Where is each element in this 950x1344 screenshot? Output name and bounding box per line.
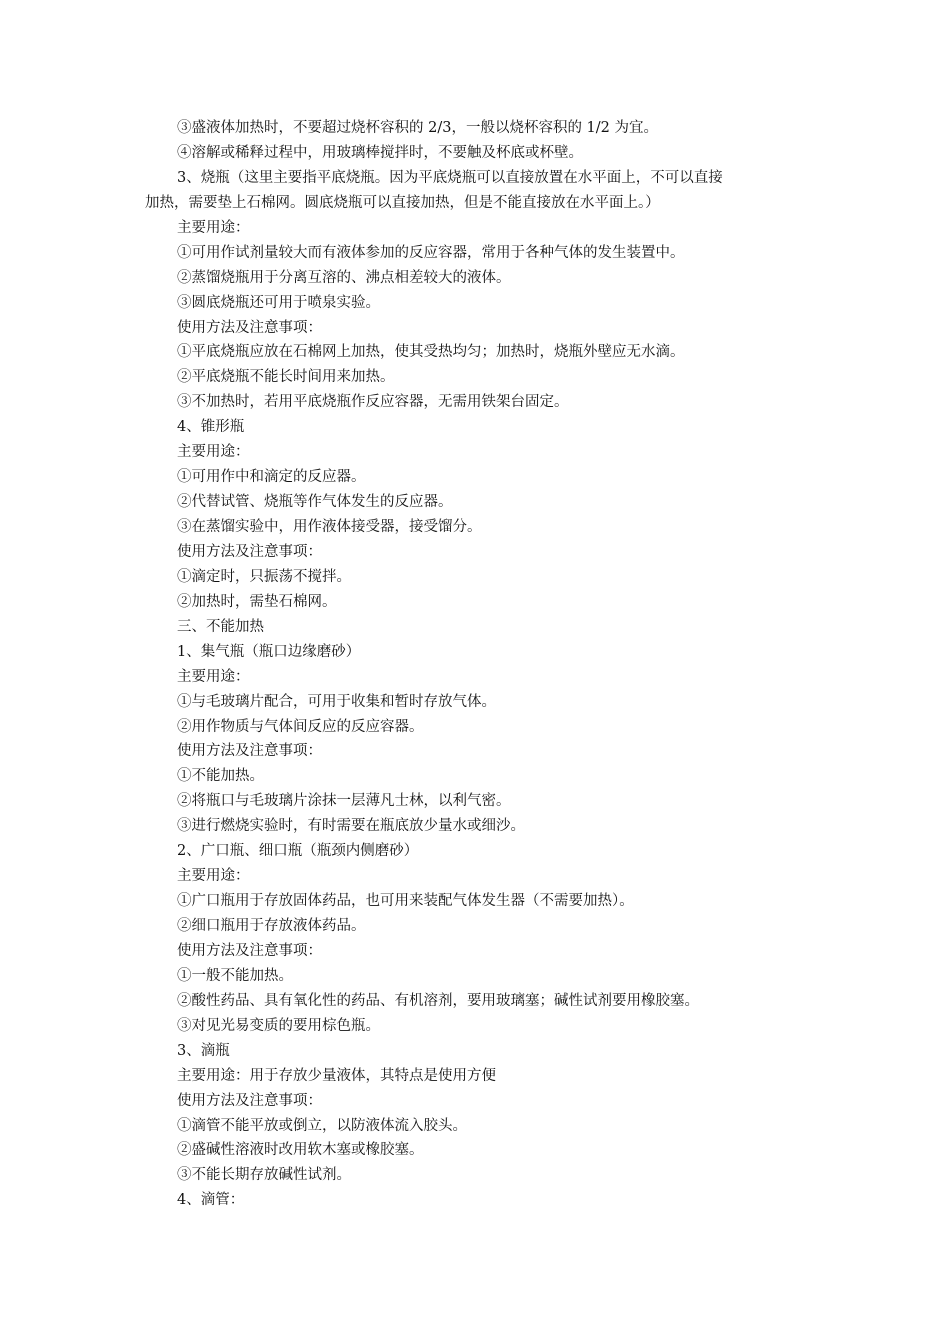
text-line: 1、集气瓶（瓶口边缘磨砂） [177,643,361,660]
text-line: 使用方法及注意事项： [177,543,322,560]
text-line: ③不能长期存放碱性试剂。 [177,1167,351,1184]
text-line: ①平底烧瓶应放在石棉网上加热，使其受热均匀；加热时，烧瓶外壁应无水滴。 [177,344,685,361]
text-line: 3、烧瓶（这里主要指平底烧瓶。因为平底烧瓶可以直接放置在水平面上，不可以直接 [177,169,723,186]
text-line: ②盛碱性溶液时改用软木塞或橡胶塞。 [177,1142,424,1159]
text-line: 主要用途： [177,868,250,885]
text-line: 主要用途： [177,668,250,685]
text-line: ①广口瓶用于存放固体药品，也可用来装配气体发生器（不需要加热）。 [177,893,634,910]
text-line: 4、滴管： [177,1192,245,1209]
text-line: ②平底烧瓶不能长时间用来加热。 [177,369,395,386]
text-line: 3、滴瓶 [177,1042,230,1059]
text-line: ②细口瓶用于存放液体药品。 [177,918,366,934]
text-line: ①一般不能加热。 [177,967,293,984]
text-line: ②蒸馏烧瓶用于分离互溶的、沸点相差较大的液体。 [177,269,511,286]
text-line: ①滴定时，只振荡不搅拌。 [177,568,351,585]
text-line: ①与毛玻璃片配合，可用于收集和暂时存放气体。 [177,693,496,710]
text-line: ②用作物质与气体间反应的反应容器。 [177,718,424,735]
text-line: ④溶解或稀释过程中，用玻璃棒搅拌时，不要触及杯底或杯壁。 [177,144,583,161]
text-line: 使用方法及注意事项： [177,1092,322,1109]
text-line: 主要用途：用于存放少量液体，其特点是使用方便 [177,1067,496,1084]
text-line: 4、锥形瓶 [177,419,245,436]
text-line: ③圆底烧瓶还可用于喷泉实验。 [177,294,380,311]
text-line: 2、广口瓶、细口瓶（瓶颈内侧磨砂） [177,843,419,860]
text-line: 使用方法及注意事项： [177,942,322,959]
text-line: ②加热时，需垫石棉网。 [177,593,337,610]
document-body [145,116,810,1213]
text-line: ②代替试管、烧瓶等作气体发生的反应器。 [177,494,453,511]
text-line: 使用方法及注意事项： [177,743,322,760]
text-line: ①可用作中和滴定的反应器。 [177,469,366,486]
text-line: ③进行燃烧实验时，有时需要在瓶底放少量水或细沙。 [177,818,525,835]
text-line: 主要用途： [177,444,250,461]
text-line: ③盛液体加热时，不要超过烧杯容积的 2/3，一般以烧杯容积的 1/2 为宜。 [177,120,658,136]
text-line: ①不能加热。 [177,768,264,785]
text-line: ③不加热时，若用平底烧瓶作反应容器，无需用铁架台固定。 [177,394,569,411]
text-line: 三、不能加热 [177,618,264,635]
text-line: ①可用作试剂量较大而有液体参加的反应容器，常用于各种气体的发生装置中。 [177,244,685,261]
text-line: 使用方法及注意事项： [177,319,322,336]
text-line: 主要用途： [177,219,250,236]
text-line: ③对见光易变质的要用棕色瓶。 [177,1017,380,1034]
text-line: ②将瓶口与毛玻璃片涂抹一层薄凡士林，以利气密。 [177,793,511,810]
paragraph-continuation-line: 加热，需要垫上石棉网。圆底烧瓶可以直接加热，但是不能直接放在水平面上。） [145,194,660,211]
text-line: ②酸性药品、具有氧化性的药品、有机溶剂，要用玻璃塞；碱性试剂要用橡胶塞。 [177,992,699,1009]
text-line: ③在蒸馏实验中，用作液体接受器，接受馏分。 [177,519,482,535]
text-line: ①滴管不能平放或倒立，以防液体流入胶头。 [177,1117,467,1134]
